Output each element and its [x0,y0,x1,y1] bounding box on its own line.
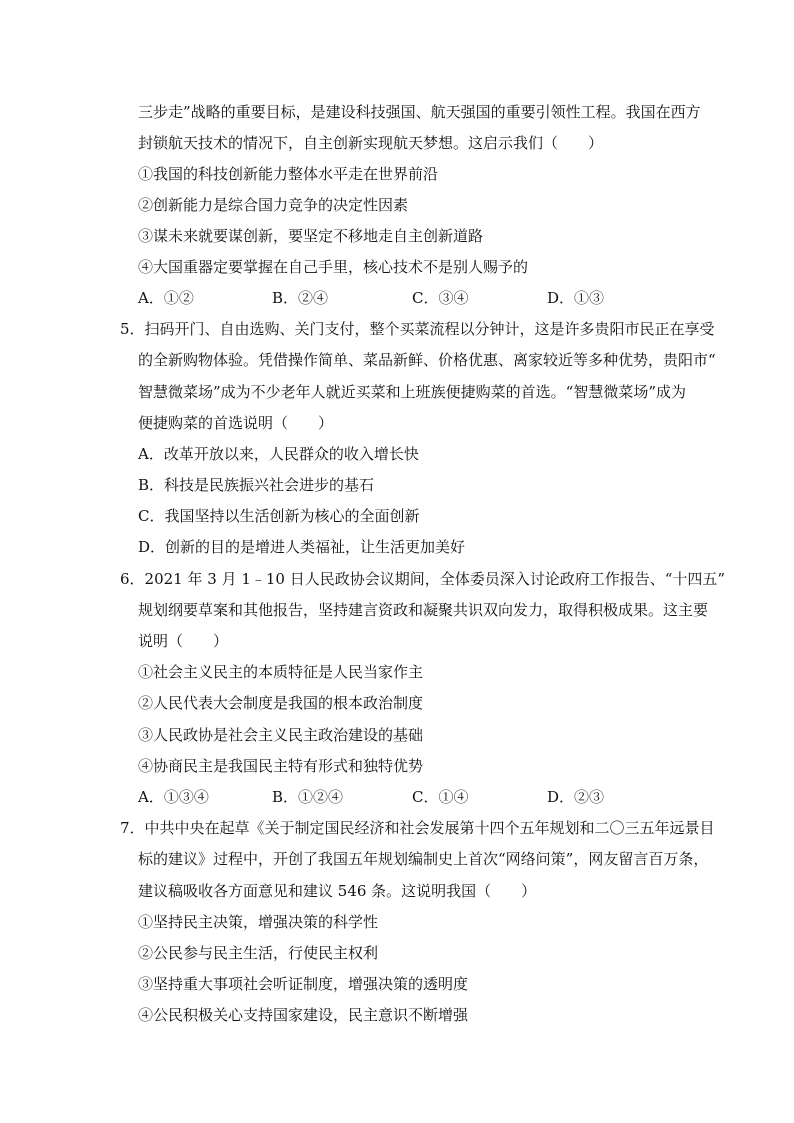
q6-stem-line: 规划纲要草案和其他报告，坚持建言资政和凝聚共识双向发力，取得积极成果。这主要 [138,601,709,619]
q6-option-b: B．①②④ [272,788,344,806]
q4-option-c: C．③④ [412,289,469,307]
q4-item: ①我国的科技创新能力整体水平走在世界前沿 [138,165,439,183]
q4-item: ③谋未来就要谋创新，要坚定不移地走自主创新道路 [138,227,484,245]
q5-stem-line: 的全新购物体验。凭借操作简单、菜品新鲜、价格优惠、离家较近等多种优势，贵阳市“ [138,351,716,369]
q4-item: ④大国重器定要掌握在自己手里，核心技术不是别人赐予的 [138,258,529,276]
q7-stem-line: 标的建议》过程中，开创了我国五年规划编制史上首次“网络问策”，网友留言百万条， [138,850,709,868]
q4-stem-line: 封锁航天技术的情况下，自主创新实现航天梦想。这启示我们（ ） [138,134,604,152]
q7-item: ①坚持民主决策，增强决策的科学性 [138,913,379,931]
q5-stem-line: 便捷购菜的首选说明（ ） [138,414,334,432]
q5-stem-line: 智慧微菜场”成为不少老年人就近买菜和上班族便捷购菜的首选。“智慧微菜场”成为 [138,383,687,401]
q4-option-b: B．②④ [272,289,329,307]
q7-stem-line: 建议稿吸收各方面意见和建议 546 条。这说明我国（ ） [138,882,537,900]
q6-item: ①社会主义民主的本质特征是人民当家作主 [138,663,424,681]
q6-item: ②人民代表大会制度是我国的根本政治制度 [138,694,424,712]
q6-item: ③人民政协是社会主义民主政治建设的基础 [138,726,424,744]
q4-options [138,288,658,308]
q4-option-d: D．①③ [547,289,605,307]
q4-stem-line: 三步走”战略的重要目标，是建设科技强国、航天强国的重要引领性工程。我国在西方 [138,103,701,121]
q6-stem-line: 6．2021 年 3 月 1﹣10 日人民政协会议期间，全体委员深入讨论政府工作报告、“十四五” [120,570,726,588]
q6-option-d: D．②③ [547,788,605,806]
q5-stem-line: 5．扫码开门、自由选购、关门支付，整个买菜流程以分钟计，这是许多贵阳市民正在享受 [120,320,715,338]
q4-item: ②创新能力是综合国力竞争的决定性因素 [138,196,409,214]
q6-option-c: C．①④ [412,788,469,806]
q7-item: ②公民参与民主生活，行使民主权利 [138,944,379,962]
q7-item: ③坚持重大事项社会听证制度，增强决策的透明度 [138,975,469,993]
q5-option-b: B．科技是民族振兴社会进步的基石 [138,476,375,494]
q5-option-a: A．改革开放以来，人民群众的收入增长快 [138,445,419,463]
q7-stem-line: 7．中共中央在起草《关于制定国民经济和社会发展第十四个五年规划和二〇三五年远景目 [120,819,715,837]
q6-stem-line: 说明（ ） [138,632,229,650]
q6-item: ④协商民主是我国民主特有形式和独特优势 [138,757,424,775]
q6-options [138,787,658,807]
q5-option-c: C．我国坚持以生活创新为核心的全面创新 [138,507,420,525]
q5-option-d: D．创新的目的是增进人类福祉，让生活更加美好 [138,538,466,556]
q7-item: ④公民积极关心支持国家建设，民主意识不断增强 [138,1006,469,1024]
q6-option-a: A．①③④ [138,788,209,806]
q4-option-a: A．①② [138,289,194,307]
